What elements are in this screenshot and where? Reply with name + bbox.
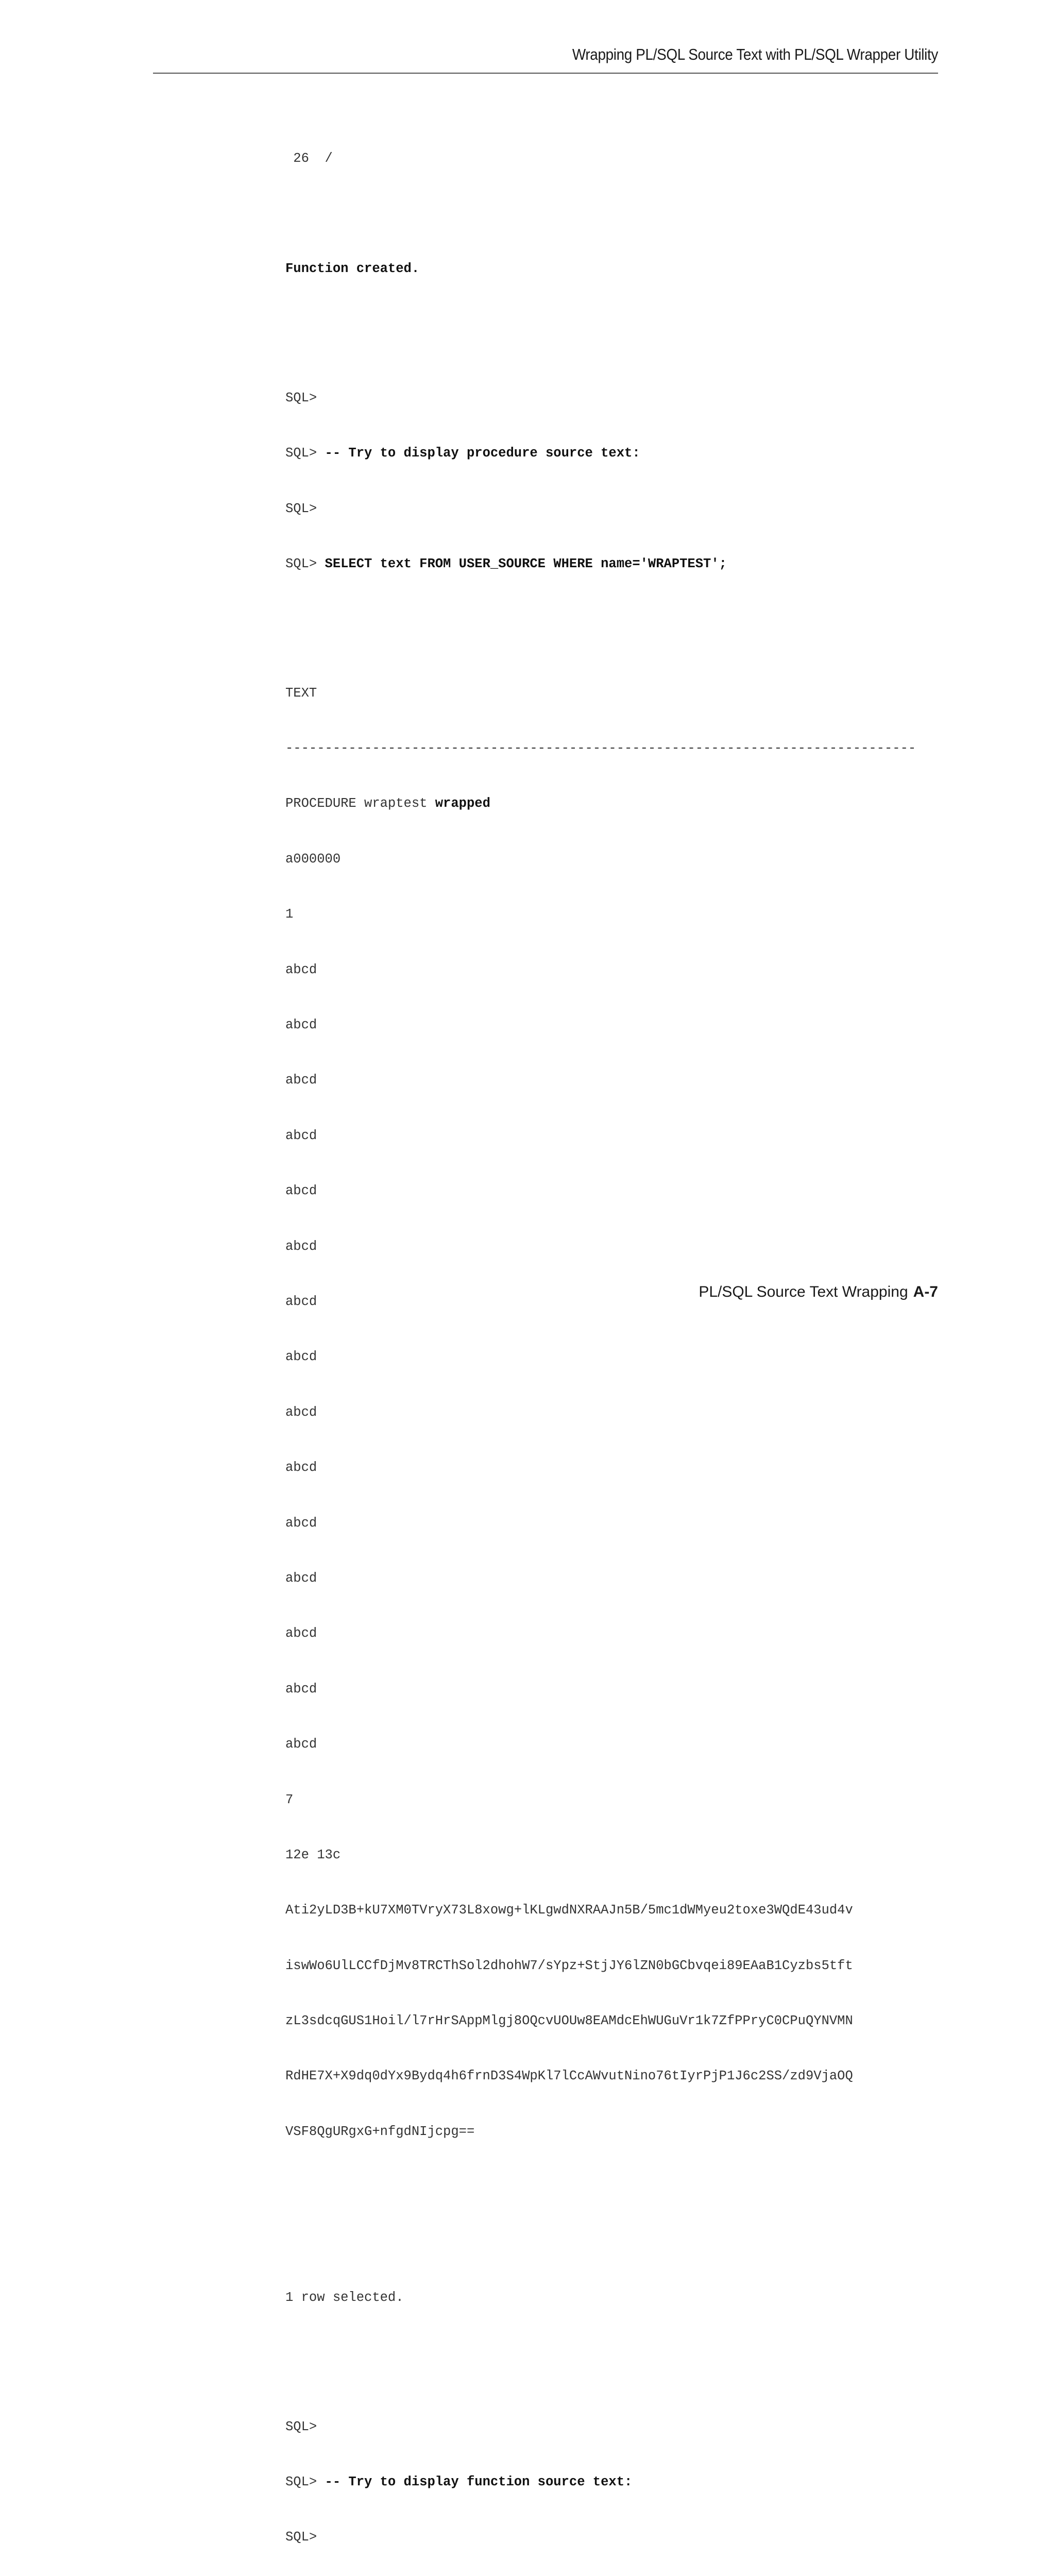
sql-prompt: SQL> [285,556,325,572]
wrap-lengths: 12e 13c [285,1847,341,1862]
blank-line [285,2233,916,2252]
code-line-26: 26 / [285,150,333,166]
sql-select-line [285,555,916,573]
footer-section-title: PL/SQL Source Text Wrapping [699,1283,908,1300]
column-separator: -------------------------------------------------------------------------------- [285,741,916,756]
procedure-comment: -- Try to display procedure source text: [325,446,640,461]
sql-prompt: SQL> [285,2475,325,2489]
blank-line [285,315,916,334]
abcd-line: abcd [285,1404,317,1420]
blank-line [285,2178,916,2196]
sql-prompt: SQL> [285,2419,317,2434]
running-footer [699,1283,938,1301]
function-created-message: Function created. [285,261,420,277]
abcd-line: abcd [285,1681,317,1697]
running-header: Wrapping PL/SQL Source Text with PL/SQL Wrapper Utility [572,45,938,63]
select-wraptest-statement: SELECT text FROM USER_SOURCE WHERE name='WRAPTEST'; [325,556,727,572]
rows-selected-message: 1 row selected. [285,2290,404,2306]
sql-comment-line [285,444,916,463]
column-header: TEXT [285,685,317,701]
wrapped-body-line: iswWo6UlLCCfDjMv8TRCThSol2dhohW7/sYpz+StjJY6lZN0bGCbvqei89EAaB1Cyzbs5tft [285,1958,853,1973]
abcd-line: abcd [285,1239,317,1254]
abcd-line: abcd [285,1183,317,1199]
procedure-wrapped-line [285,794,916,813]
abcd-line: abcd [285,1128,317,1143]
abcd-line: abcd [285,1018,317,1033]
sql-comment-line [285,2473,916,2492]
abcd-line: abcd [285,1294,317,1309]
sql-prompt: SQL> [285,446,325,461]
wrap-type-code: 7 [285,1792,294,1807]
wrap-flag: 1 [285,907,294,922]
blank-line [285,205,916,223]
blank-line [285,2344,916,2362]
code-listing [285,112,916,2576]
abcd-line: abcd [285,1570,317,1586]
wrapped-body-line: Ati2yLD3B+kU7XM0TVryX73L8xowg+lKLgwdNXRAAJn5B/5mc1dWMyeu2toxe3WQdE43ud4v [285,1903,853,1918]
procedure-prefix: PROCEDURE wraptest [285,796,435,811]
page-number: A-7 [913,1283,938,1300]
sql-prompt: SQL> [285,2530,317,2545]
wrapped-body-line: VSF8QgURgxG+nfgdNIjcpg== [285,2124,475,2139]
header-rule [153,73,938,74]
abcd-line: abcd [285,1349,317,1365]
abcd-line: abcd [285,1737,317,1752]
abcd-line: abcd [285,962,317,977]
wrap-version: a000000 [285,851,341,867]
abcd-line: abcd [285,1460,317,1476]
abcd-line: abcd [285,1073,317,1088]
abcd-line: abcd [285,1626,317,1641]
function-comment: -- Try to display function source text: [325,2475,633,2489]
abcd-line: abcd [285,1515,317,1531]
wrapped-body-line: RdHE7X+X9dq0dYx9Bydq4h6frnD3S4WpKl7lCcAWvutNino76tIyrPjP1J6c2SS/zd9VjaOQ [285,2069,853,2084]
wrapped-body-line: zL3sdcqGUS1Hoil/l7rHrSAppMlgj8OQcvUOUw8EAMdcEhWUGuVr1k7ZfPPryC0CPuQYNVMN [285,2013,853,2029]
wrapped-keyword: wrapped [435,796,490,811]
blank-line [285,611,916,629]
sql-prompt: SQL> [285,501,317,516]
sql-prompt: SQL> [285,390,317,405]
